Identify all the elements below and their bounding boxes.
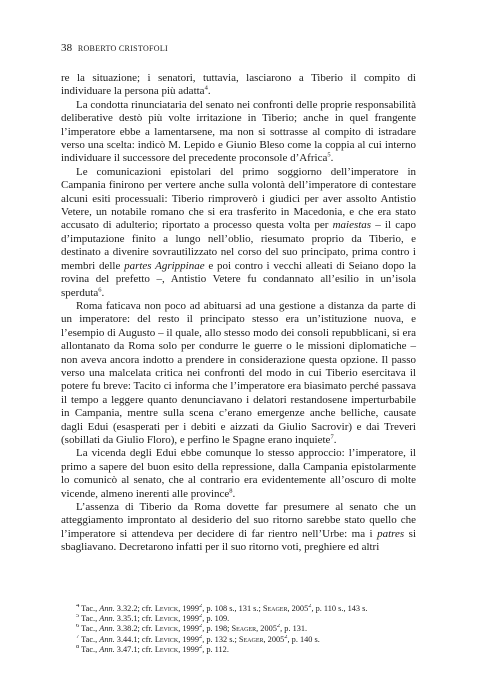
text-run: Tac., [79,604,100,613]
footnote-ref: 2 [308,604,312,610]
text-run: La vicenda degli Edui ebbe comunque lo stesso approccio: l’imperatore, il primo a sapere del buon esito della repressione, dalla Campania epistolarmente lo comunicò al senato, che al contrario era evidentemente all’oscuro di molte vicende, almeno inerenti alle province [61,447,416,500]
footnote-ref: 2 [198,604,203,610]
footnote [61,635,416,645]
paragraph [61,501,416,555]
text-run: 3.38.2; cfr. [114,624,155,634]
text-run: Tac., [79,644,100,654]
text-run: , 1999 [178,614,199,624]
footnote-ref: 8 [229,486,233,494]
text-run: , p. 109. [202,614,230,624]
author-name: Levick [154,604,179,613]
text-run: , 2005 [287,604,309,613]
footnote-ref: 2 [276,624,281,630]
text-run: L’assenza di Tiberio da Roma dovette far presumere al senato che un atteggiamento improntato al desiderio del suo ritorno sarebbe stato quello che l’imperatore si attendeva per decidere di far rientro nell’Urbe: ma i [61,501,416,540]
text-run: La condotta rinunciataria del senato nei confronti delle proprie responsabilità deliberative destò più volte irritazione in Tiberio; anche in quel frangente l’imperatore ebbe a lamentarsene, ma non si sottrasse al compito di istradare verso una scelta: indicò M. Lepido e Giunio Bleso come la coppia al cui interno individuare il successore del precedente proconsole d’Africa [61,98,416,165]
paragraph [61,72,416,99]
footnote [61,614,416,624]
footnote-ref: 2 [198,644,203,651]
author-name: Seager [231,624,257,634]
text-run: Tac., [79,634,100,644]
text-run: . [207,85,211,98]
footnote [61,624,416,634]
italic-term: Ann. [99,644,115,654]
text-run: , 2005 [263,634,285,644]
italic-term: maiestas [332,219,372,232]
text-run: , p. 110 s., 143 s. [311,604,368,613]
author-name: Seager [238,634,264,644]
text-run: . [333,433,337,446]
italic-term: Ann. [99,634,115,644]
text-run: 3.47.1; cfr. [114,644,155,654]
body-text [61,72,416,555]
footnote-ref: 2 [284,634,288,640]
footnote-ref: 2 [198,614,203,620]
text-run: 3.44.1; cfr. [114,634,155,644]
paragraph [61,99,416,166]
text-run: , p. 132 s.; [202,634,239,644]
text-run: , p. 140 s. [287,634,320,644]
footnote-ref: 4 [204,84,208,92]
paragraph [61,166,416,300]
footnote [61,604,416,614]
italic-term: Ann. [99,604,115,613]
text-run: , p. 131. [280,624,308,634]
footnote-ref: 5 [327,151,331,159]
footnote-ref: 7 [330,433,334,441]
text-run: 3.35.1; cfr. [114,614,155,624]
footnote [61,645,416,655]
author-name: Levick [154,634,179,644]
author-name: Levick [154,624,179,634]
italic-term: partes Agrippinae [124,259,205,272]
author-name: Levick [154,644,179,654]
text-run: Tac., [79,614,100,624]
text-run: , p. 198; [202,624,232,634]
footnote-ref: 5 [76,614,80,620]
text-run: . [330,152,334,165]
footnote-ref: 6 [76,624,80,630]
text-run: – il capo d’imputazione finito a lungo nell’oblio, riesumato proprio da Tiberio, e destinato a divenire sovrautilizzato nel corso del suo principato, prima contro i membri delle [61,219,416,272]
footnote-ref: 4 [76,604,80,610]
text-run: , 1999 [178,644,199,654]
text-run: Le comunicazioni epistolari del primo soggiorno dell’imperatore in Campania finirono per vertere anche sulla volontà dell’imperatore di contestare alcuni esiti processuali: Tiberio rimproverò i giudici per aver assolto Antistio Vetere, un notabile romano che si era trasferito in Macedonia, e che era stato accusato di adulterio; riportato a processo questa volta per [61,165,416,232]
text-run: , 2005 [256,624,277,634]
text-run: . [232,487,236,500]
italic-term: Ann. [99,624,115,634]
italic-term: Ann. [99,614,115,624]
footnotes [61,604,416,655]
footnote-ref: 8 [76,644,80,651]
text-run: , 1999 [178,634,199,644]
author-name: Levick [154,614,179,624]
footnote-ref: 2 [198,624,203,630]
paragraph [61,447,416,501]
paragraph [61,300,416,447]
author-name: Seager [262,604,288,613]
text-run: . [101,286,105,299]
text-run: e poi contro i vecchi alleati di Seiano dopo la rovina del prefetto –, Antistio Vetere fu condannato all’esilio in un’isola sperduta [61,259,417,299]
text-run: , 1999 [178,604,199,613]
text-run: , p. 112. [202,644,229,654]
footnote-ref: 7 [76,634,80,640]
running-head [61,42,168,54]
running-head-author: ROBERTO CRISTOFOLI [77,44,169,53]
page-number: 38 [61,42,73,54]
text-run: , p. 108 s., 131 s.; [202,604,263,613]
text-run: Tac., [79,624,100,634]
text-run: Roma faticava non poco ad abituarsi ad una gestione a distanza da parte di un imperatore: del resto il principato stesso era un’istituzione nuova, e l’esempio di Augusto – il quale, allo stesso modo dei consoli repubblicani, si era allontanato da Roma solo per condurre le guerre o le missioni diplomatiche – non aveva ancora indotto a prendere in considerazione questa opzione. Il passo verso una malcelata critica nei confronti del modo in cui Tiberio esercitava il potere fu breve: Tacito ci informa che l’imperatore era biasimato perché passava il tempo a leggere quanto denunciavano i delatori restandosene imperturbabile in Campania, mentre sulla scena c’erano emergenze anche belliche, causate dagli Edui (esasperati per i debiti e aizzati da Giulio Sacrovir) e dai Treveri (sobillati da Giulio Floro), e perfino le Spagne erano inquiete [61,299,416,446]
italic-term: patres [377,527,405,540]
text-run: si sbagliavano. Decretarono infatti per il suo ritorno voti, preghiere ed altri [61,527,416,554]
text-run: 3.32.2; cfr. [114,604,155,613]
text-run: re la situazione; i senatori, tuttavia, lasciarono a Tiberio il compito di individuare la persona più adatta [61,72,416,98]
footnote-ref: 2 [198,634,203,640]
footnote-ref: 6 [98,285,102,293]
text-run: , 1999 [178,624,199,634]
